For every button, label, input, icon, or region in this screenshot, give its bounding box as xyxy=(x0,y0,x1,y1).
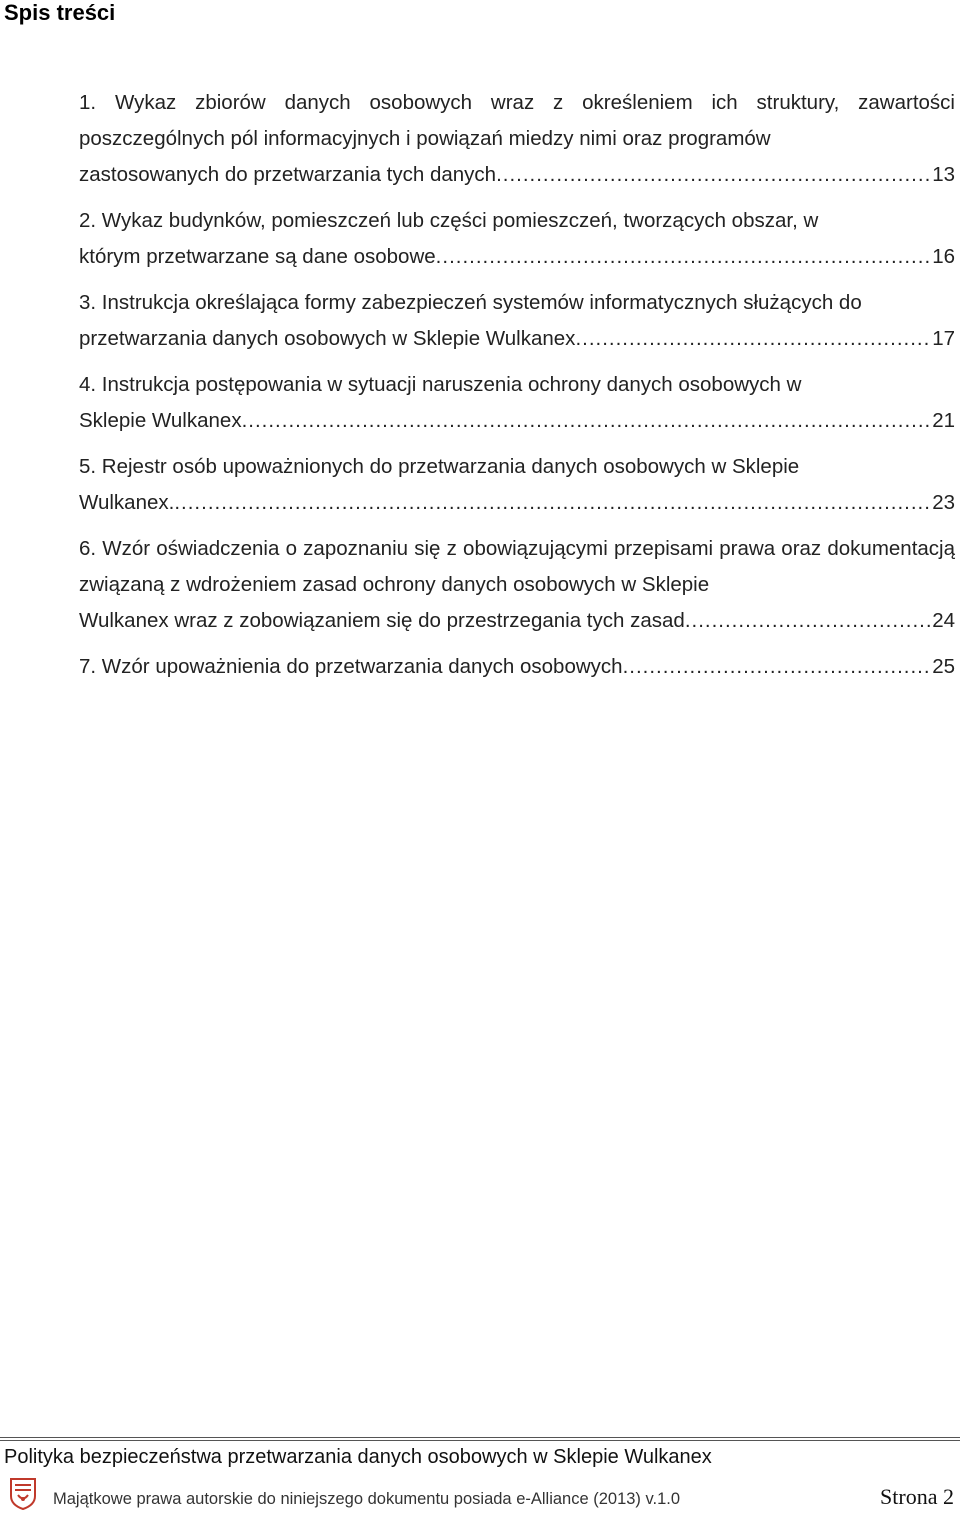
toc-entry-tail: przetwarzania danych osobowych w Sklepie Wulkanex xyxy=(79,327,576,350)
toc-page-number: 24 xyxy=(932,609,955,632)
toc-entry-2[interactable] xyxy=(79,203,955,275)
toc-entry-text: 6. Wzór oświadczenia o zapoznaniu się z obowiązującymi przepisami prawa oraz dokumentacją związaną z wdrożeniem zasad ochrony danych osobowych w Sklepie xyxy=(79,537,955,596)
toc-entry-tail: Sklepie Wulkanex xyxy=(79,409,242,432)
toc-entry-leader-line xyxy=(79,403,955,439)
toc-entry-1[interactable] xyxy=(79,85,955,193)
e-alliance-logo-icon xyxy=(8,1476,38,1510)
dot-leader xyxy=(623,649,931,685)
dot-leader xyxy=(496,157,930,193)
page-heading: Spis treści xyxy=(4,0,116,25)
toc-page-number: 13 xyxy=(932,163,955,186)
table-of-contents xyxy=(79,85,955,695)
toc-entry-6[interactable] xyxy=(79,531,955,639)
toc-page-number: 25 xyxy=(932,655,955,678)
dot-leader xyxy=(436,239,931,275)
toc-entry-text: 4. Instrukcja postępowania w sytuacji naruszenia ochrony danych osobowych w xyxy=(79,373,802,396)
toc-page-number: 16 xyxy=(932,245,955,268)
toc-entry-tail: Wulkanex wraz z zobowiązaniem się do przestrzegania tych zasad xyxy=(79,609,685,632)
toc-entry-leader-line xyxy=(79,321,955,357)
toc-entry-text: 3. Instrukcja określająca formy zabezpieczeń systemów informatycznych służących do xyxy=(79,291,862,314)
toc-entry-text: 2. Wykaz budynków, pomieszczeń lub części pomieszczeń, tworzących obszar, w xyxy=(79,209,819,232)
toc-entry-tail: 7. Wzór upoważnienia do przetwarzania danych osobowych xyxy=(79,655,623,678)
dot-leader xyxy=(575,321,930,357)
toc-entry-leader-line xyxy=(79,603,955,639)
toc-entry-3[interactable] xyxy=(79,285,955,357)
dot-leader xyxy=(685,603,930,639)
toc-entry-tail: Wulkanex. xyxy=(79,491,175,514)
toc-entry-leader-line xyxy=(79,157,955,193)
toc-entry-5[interactable] xyxy=(79,449,955,521)
toc-entry-text: 5. Rejestr osób upoważnionych do przetwarzania danych osobowych w Sklepie xyxy=(79,455,800,478)
dot-leader xyxy=(242,403,931,439)
footer-divider-top xyxy=(0,1437,960,1438)
toc-entry-4[interactable] xyxy=(79,367,955,439)
toc-entry-text: 1. Wykaz zbiorów danych osobowych wraz z określeniem ich struktury, zawartości poszczególnych pól informacyjnych i powiązań miedzy nimi oraz programów xyxy=(79,91,955,150)
toc-entry-tail: zastosowanych do przetwarzania tych danych xyxy=(79,163,497,186)
footer-document-title: Polityka bezpieczeństwa przetwarzania danych osobowych w Sklepie Wulkanex xyxy=(4,1446,712,1468)
copyright-notice: Majątkowe prawa autorskie do niniejszego dokumentu posiada e-Alliance (2013) v.1.0 xyxy=(53,1490,681,1508)
footer-divider-bottom xyxy=(0,1440,960,1441)
toc-page-number: 21 xyxy=(932,409,955,432)
page-number-label: Strona 2 xyxy=(880,1484,954,1509)
toc-entry-leader-line xyxy=(79,239,955,275)
toc-entry-7[interactable] xyxy=(79,649,955,685)
toc-page-number: 17 xyxy=(932,327,955,350)
toc-entry-leader-line xyxy=(79,649,955,685)
footer-bar xyxy=(0,1474,960,1516)
toc-page-number: 23 xyxy=(932,491,955,514)
toc-entry-tail: którym przetwarzane są dane osobowe xyxy=(79,245,436,268)
dot-leader xyxy=(174,485,930,521)
toc-entry-leader-line xyxy=(79,485,955,521)
